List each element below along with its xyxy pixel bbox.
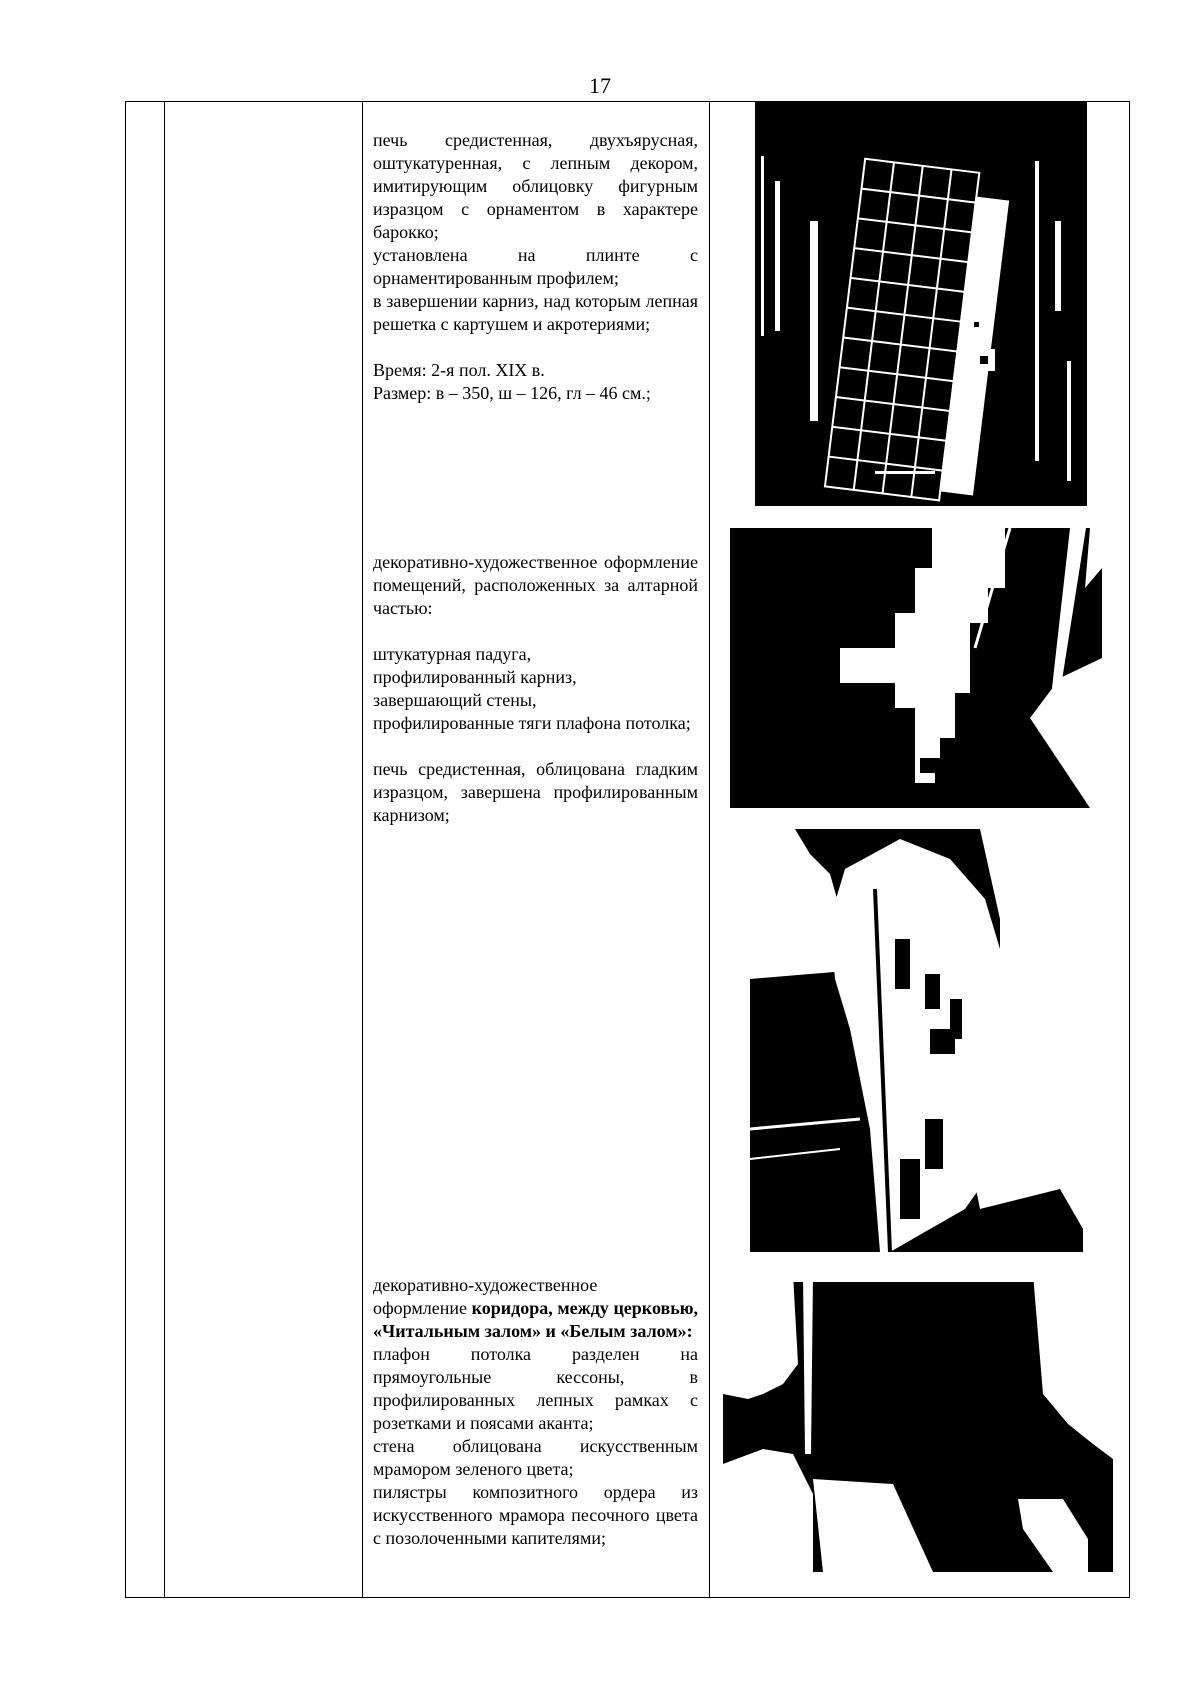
description-paragraph: плафон потолка разделен на прямоугольные кессоны, в профилированных лепных рамках с розетками и поясами аканта;	[373, 1344, 698, 1433]
stove-photo	[755, 101, 1087, 506]
description-paragraph: профилированные тяги плафона потолка;	[373, 713, 691, 733]
plain-stove-photo	[750, 829, 1083, 1252]
column-divider	[362, 101, 363, 1598]
description-paragraph: печь средистенная, облицована гладким изразцом, завершена профилированным карнизом;	[373, 759, 698, 825]
description-paragraph: печь средистенная, двухъярусная, оштукатуренная, с лепным декором, имитирующим облицовку фигурным изразцом с орнаментом в характере барокко;	[373, 130, 698, 242]
cornice-photo	[730, 528, 1102, 808]
corridor-heading: оформление коридора, между церковью, «Читальным залом» и «Белым залом»:	[373, 1298, 698, 1341]
description-paragraph: стена облицована искусственным мрамором зеленого цвета;	[373, 1436, 698, 1479]
column-divider	[164, 101, 165, 1598]
corridor-description	[373, 1274, 698, 1550]
description-lead: декоративно-художественное	[373, 1275, 598, 1295]
description-paragraph: профилированный карниз,	[373, 667, 577, 687]
description-paragraph: завершающий стены,	[373, 690, 537, 710]
dating-line: Время: 2-я пол. XIX в.	[373, 360, 545, 380]
stove-description	[373, 129, 698, 405]
description-paragraph: штукатурная падуга,	[373, 644, 532, 664]
page-number: 17	[589, 73, 611, 98]
size-line: Размер: в – 350, ш – 126, гл – 46 см.;	[373, 383, 651, 403]
description-paragraph: установлена на плинте с орнаментированным профилем;	[373, 245, 698, 288]
description-paragraph: в завершении карниз, над которым лепная решетка с картушем и акротериями;	[373, 291, 698, 334]
corridor-photo	[723, 1274, 1113, 1572]
description-paragraph: пилястры композитного ордера из искусственного мрамора песочного цвета с позолоченными капителями;	[373, 1482, 698, 1548]
column-divider	[709, 101, 710, 1598]
description-paragraph: декоративно-художественное оформление помещений, расположенных за алтарной частью:	[373, 552, 698, 618]
altar-rooms-description	[373, 551, 698, 827]
